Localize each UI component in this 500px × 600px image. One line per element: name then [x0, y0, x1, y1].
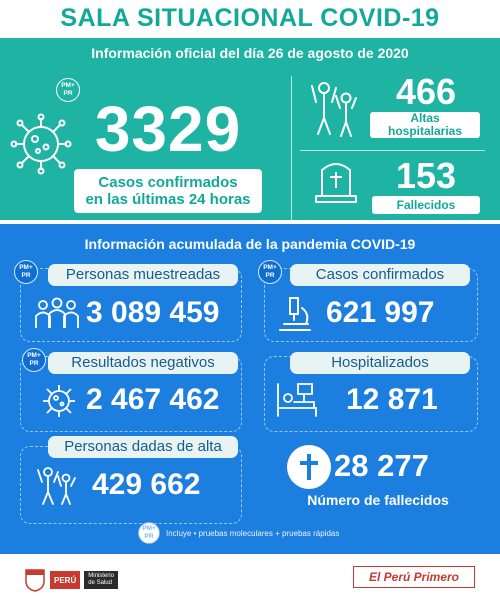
- discharged-value: 429 662: [92, 468, 201, 501]
- microscope-icon: [276, 294, 314, 334]
- horizontal-divider: [300, 150, 485, 151]
- country-tag: [50, 571, 80, 589]
- virus-icon: [40, 382, 78, 420]
- pm-pr-badge: [22, 348, 46, 372]
- pm-pr-badge: [138, 522, 160, 544]
- badge-line1: PM+: [142, 525, 156, 532]
- caption-line1: Casos confirmados: [98, 174, 238, 191]
- negative-label: Resultados negativos: [48, 352, 238, 374]
- cross-icon: [299, 454, 319, 480]
- ministry-line1: Ministerio: [88, 573, 114, 579]
- badge-line1: PM+: [27, 352, 41, 359]
- daily-confirmed-value: 3329: [94, 93, 242, 165]
- cumulative-header: Información acumulada de la pandemia COVID-19: [84, 236, 416, 252]
- ministry-tag: [84, 571, 118, 589]
- daily-confirmed-caption: [74, 169, 262, 213]
- daily-deaths-label: Fallecidos: [372, 196, 480, 214]
- badge-line2: PR: [265, 272, 275, 279]
- badge-line2: PR: [21, 272, 31, 279]
- badge-line1: PM+: [19, 264, 33, 271]
- daily-discharged-label: [370, 112, 480, 138]
- sampled-value: 3 089 459: [86, 296, 220, 329]
- discharged-label: Personas dadas de alta: [48, 436, 238, 458]
- deaths-caption: Número de fallecidos: [307, 492, 449, 508]
- celebrating-people-icon: [34, 464, 80, 506]
- celebrating-people-icon: [306, 78, 364, 138]
- caption-line2: en las últimas 24 horas: [85, 191, 251, 208]
- badge-line1: PM+: [263, 264, 277, 271]
- badge-line2: PR: [29, 360, 39, 367]
- pm-pr-badge: [258, 260, 282, 284]
- pm-pr-badge: [56, 78, 80, 102]
- badge-line1: PM+: [61, 82, 75, 89]
- daily-discharged-value: 466: [395, 71, 457, 112]
- tombstone-icon: [312, 156, 360, 204]
- negative-value: 2 467 462: [86, 383, 220, 416]
- people-group-icon: [34, 296, 80, 330]
- daily-header: Información oficial del día 26 de agosto de 2020: [91, 45, 409, 61]
- daily-deaths-value: 153: [395, 155, 457, 196]
- footnote: Incluye • pruebas moleculares + pruebas rápidas: [166, 529, 340, 538]
- hospitalized-label: Hospitalizados: [290, 352, 470, 374]
- label-line1: Altas: [410, 111, 440, 125]
- deaths-value: 28 277: [334, 448, 429, 483]
- country-label: PERÚ: [54, 575, 77, 585]
- hospital-bed-icon: [274, 378, 320, 420]
- confirmed-value: 621 997: [326, 296, 435, 329]
- hospitalized-value: 12 871: [346, 383, 438, 416]
- page-title: SALA SITUACIONAL COVID-19: [60, 3, 440, 32]
- peru-shield-icon: [24, 568, 46, 592]
- ministry-logo: [24, 568, 118, 592]
- cross-badge: [287, 445, 331, 489]
- confirmed-label: Casos confirmados: [290, 264, 470, 286]
- vertical-divider: [291, 76, 292, 220]
- cumulative-section: [0, 224, 500, 554]
- daily-section: [0, 38, 500, 220]
- campaign-logo: El Perú Primero: [353, 566, 475, 588]
- label-line2: hospitalarias: [387, 124, 463, 138]
- sampled-label: Personas muestreadas: [48, 264, 238, 286]
- badge-line2: PR: [63, 90, 73, 97]
- ministry-line2: de Salud: [88, 580, 112, 586]
- badge-line2: PR: [144, 533, 154, 540]
- virus-icon: [10, 113, 72, 175]
- pm-pr-badge: [14, 260, 38, 284]
